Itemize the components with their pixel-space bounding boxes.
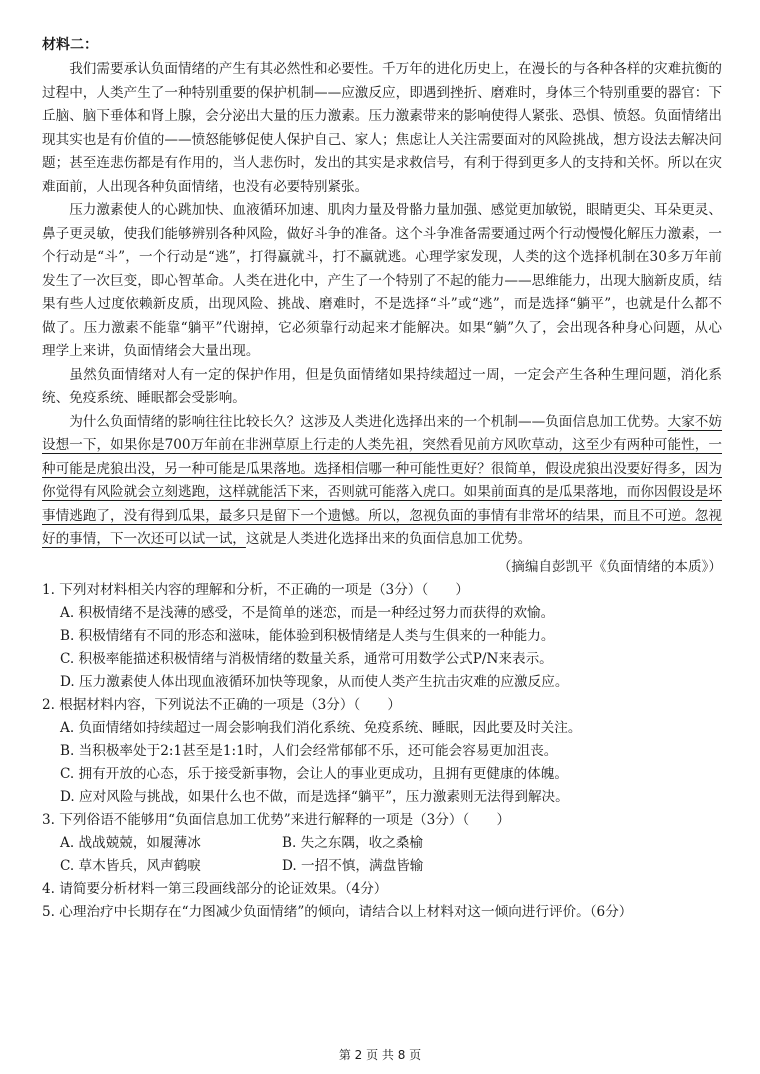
question-5: 5. 心理治疗中长期存在“力图减少负面情绪”的倾向，请结合以上材料对这一倾向进行评价。（6分） xyxy=(42,903,633,920)
option-b: B. 积极情绪有不同的形态和滋味，能体验到积极情绪是人类与生俱来的一种能力。 xyxy=(60,627,555,644)
question-3 xyxy=(42,809,722,878)
option-a: A. 战战兢兢，如履薄冰 xyxy=(60,834,201,851)
question-2 xyxy=(42,694,722,809)
paragraph-1: 我们需要承认负面情绪的产生有其必然性和必要性。千万年的进化历史上，在漫长的与各种各样的灾难抗衡的过程中，人类产生了一种特别重要的保护机制——应激反应，即遇到挫折、磨难时，身体三个特别重要的器官：下丘脑、脑下垂体和肾上腺，会分泌出大量的压力激素。压力激素带来的影响使得人紧张、恐惧、愤怒。负面情绪出现其实也是有价值的——愤怒能够促使人保护自己、家人；焦虑让人关注需要面对的风险挑战，想方设法去解决问题；甚至连悲伤都是有作用的，当人悲伤时，发出的其实是求救信号，有利于得到更多人的支持和关怀。所以在灾难面前，人出现各种负面情绪，也没有必要特别紧张。 xyxy=(42,61,722,195)
option-row xyxy=(42,855,722,878)
option-d: D. 应对风险与挑战，如果什么也不做，而是选择“躺平”，压力激素则无法得到解决。 xyxy=(60,788,569,805)
option-b: B. 当积极率处于2:1甚至是1:1时，人们会经常郁郁不乐，还可能会容易更加沮丧。 xyxy=(60,742,558,759)
option-d: D. 压力激素使人体出现血液循环加快等现象，从而使人类产生抗击灾难的应激反应。 xyxy=(60,673,569,690)
option-a: A. 负面情绪如持续超过一周会影响我们消化系统、免疫系统、睡眠，因此要及时关注。 xyxy=(60,719,582,736)
question-stem: 2. 根据材料内容，下列说法不正确的一项是（3分）（ ） xyxy=(42,696,401,713)
section-heading: 材料二： xyxy=(42,37,98,53)
option-c: C. 草木皆兵，风声鹤唳 xyxy=(60,857,201,874)
option-b: B. 失之东隅，收之桑榆 xyxy=(282,834,423,851)
paragraph-4 xyxy=(42,411,722,552)
paragraph-4-end: 这就是人类进化选择出来的负面信息加工优势。 xyxy=(245,531,532,547)
paragraph-3: 虽然负面情绪对人有一定的保护作用，但是负面情绪如果持续超过一周，一定会产生各种生理问题，消化系统、免疫系统、睡眠都会受影响。 xyxy=(42,366,722,406)
question-1 xyxy=(42,579,722,694)
paragraph-2: 压力激素使人的心跳加快、血液循环加速、肌肉力量及骨骼力量加强、感觉更加敏锐，眼睛更尖、耳朵更灵、鼻子更灵敏，使我们能够辨别各种风险，做好斗争的准备。这个斗争准备需要通过两个行动慢慢化解压力激素，一个行动是“斗”，一个行动是“逃”，打得赢就斗，打不赢就逃。心理学家发现，人类的这个选择机制在30多万年前发生了一次巨变，即心智革命。人类在进化中，产生了一个特别了不起的能力——思维能力，出现大脑新皮质，结果有些人过度依赖新皮质，出现风险、挑战、磨难时，不是选择“斗”或“逃”，而是选择“躺平”，也就是什么都不做了。压力激素不能靠“躺平”代谢掉，它必须靠行动起来才能解决。如果“躺”久了，会出现各种身心问题，从心理学上来讲，负面情绪会大量出现。 xyxy=(42,202,722,359)
page-number-footer: 第 2 页 共 8 页 xyxy=(338,1048,422,1062)
document-page xyxy=(42,34,722,924)
option-c: C. 拥有开放的心态，乐于接受新事物，会让人的事业更成功，且拥有更健康的体魄。 xyxy=(60,765,568,782)
question-4: 4. 请简要分析材料一第三段画线部分的论证效果。（4分） xyxy=(42,880,388,897)
question-stem: 3. 下列俗语不能够用“负面信息加工优势”来进行解释的一项是（3分）（ ） xyxy=(42,811,511,828)
question-stem: 1. 下列对材料相关内容的理解和分析，不正确的一项是（3分）（ ） xyxy=(42,581,469,598)
option-a: A. 积极情绪不是浅薄的感受，不是简单的迷恋，而是一种经过努力而获得的欢愉。 xyxy=(60,604,555,621)
option-c: C. 积极率能描述积极情绪与消极情绪的数量关系，通常可用数学公式P/N来表示。 xyxy=(60,650,553,667)
underlined-passage: 大家不妨设想一下，如果你是700万年前在非洲草原上行走的人类先祖，突然看见前方风吹草动，这至少有两种可能性，一种可能是虎狼出没，另一种可能是瓜果落地。选择相信哪一种可能性更好？很简单，假设虎狼出没要好得多，因为你觉得有风险就会立刻逃跑，这样就能活下来，否则就可能落入虎口。如果前面真的是瓜果落地，而你因假设是坏事情逃跑了，没有得到瓜果，最多只是留下一个遗憾。所以，忽视负面的事情有非常坏的结果，而且不可逆。忽视好的事情，下一次还可以试一试， xyxy=(42,413,723,547)
option-d: D. 一招不慎，满盘皆输 xyxy=(282,857,424,874)
paragraph-4-start: 为什么负面情绪的影响往往比较长久？这涉及人类进化选择出来的一个机制——负面信息加工优势。 xyxy=(69,413,668,430)
option-row xyxy=(42,832,722,855)
source-citation: （摘编自彭凯平《负面情绪的本质》） xyxy=(497,558,722,575)
